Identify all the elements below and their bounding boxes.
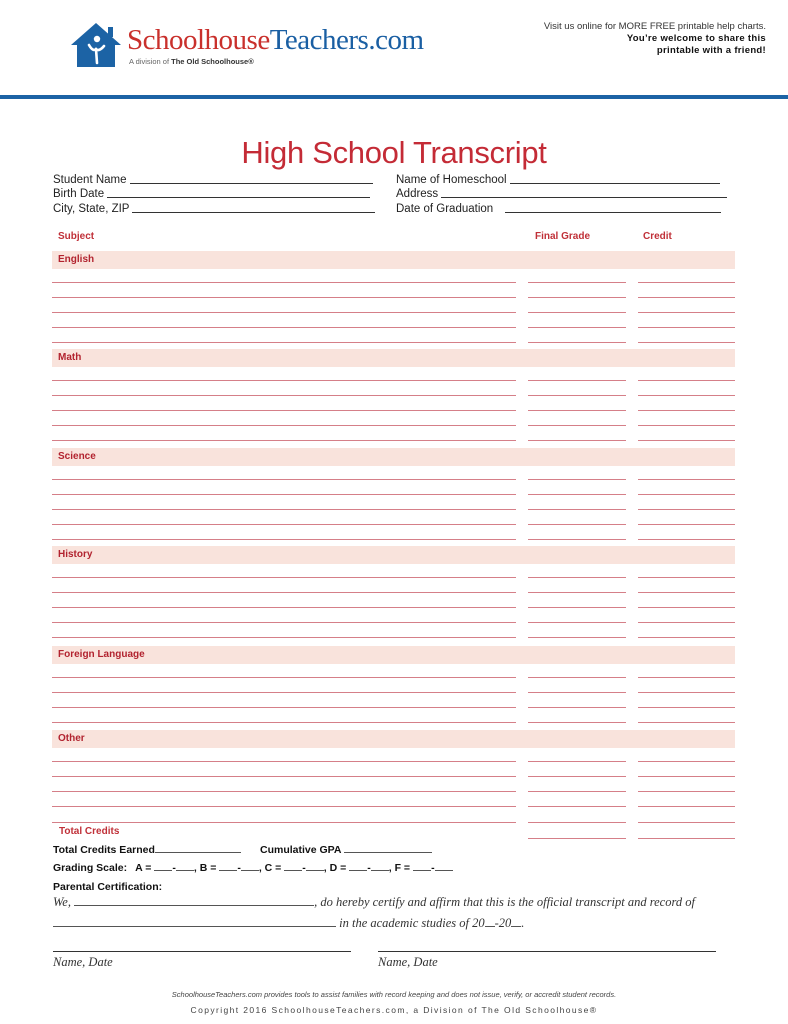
- subject-line[interactable]: [52, 806, 516, 807]
- grade-min-line[interactable]: [219, 870, 237, 871]
- student-name-line[interactable]: [130, 182, 373, 184]
- subject-line[interactable]: [52, 761, 516, 762]
- graduation-date-field[interactable]: [396, 203, 721, 215]
- subject-line[interactable]: [52, 592, 516, 593]
- subject-line[interactable]: [52, 776, 516, 777]
- grade-line[interactable]: [528, 297, 626, 298]
- logo-part-schoolhouse: Schoolhouse: [127, 24, 270, 56]
- subject-line[interactable]: [52, 327, 516, 328]
- city-state-zip-line[interactable]: [132, 211, 375, 213]
- subject-line[interactable]: [52, 607, 516, 608]
- credit-line[interactable]: [638, 380, 735, 381]
- grade-line[interactable]: [528, 607, 626, 608]
- graduation-date-label: Date of Graduation: [396, 203, 494, 215]
- credit-line[interactable]: [638, 707, 735, 708]
- range-dash: -: [302, 862, 306, 874]
- homeschool-name-line[interactable]: [510, 182, 720, 184]
- grade-min-line[interactable]: [154, 870, 172, 871]
- credit-line[interactable]: [638, 282, 735, 283]
- address-field[interactable]: [396, 188, 727, 200]
- student-name-label: Student Name: [53, 174, 127, 186]
- grade-line[interactable]: [528, 509, 626, 510]
- grade-line[interactable]: [528, 637, 626, 638]
- subject-line[interactable]: [52, 577, 516, 578]
- subject-line[interactable]: [52, 380, 516, 381]
- grade-ranges: [127, 862, 452, 874]
- brand-logo-text: [127, 26, 424, 55]
- subject-line[interactable]: [52, 297, 516, 298]
- subject-line[interactable]: [52, 410, 516, 411]
- credit-line[interactable]: [638, 297, 735, 298]
- credit-line[interactable]: [638, 327, 735, 328]
- cert-text-2: in the academic studies of 20: [339, 916, 485, 930]
- subject-line[interactable]: [52, 707, 516, 708]
- section-header: [52, 546, 735, 564]
- subject-line[interactable]: [52, 822, 516, 823]
- promo-line-3: printable with a friend!: [656, 45, 766, 56]
- credit-line[interactable]: [638, 577, 735, 578]
- grade-line[interactable]: [528, 327, 626, 328]
- credit-line[interactable]: [638, 410, 735, 411]
- signature-label-2: Name, Date: [378, 955, 438, 969]
- credit-line[interactable]: [638, 822, 735, 823]
- range-dash: -: [431, 862, 435, 874]
- subject-line[interactable]: [52, 479, 516, 480]
- signature-label-1: Name, Date: [53, 955, 113, 969]
- logo-sub-prefix: A division of: [129, 57, 170, 66]
- range-dash: -: [367, 862, 371, 874]
- cumulative-gpa-field[interactable]: [260, 844, 432, 856]
- credit-line[interactable]: [638, 761, 735, 762]
- grade-line[interactable]: [528, 342, 626, 343]
- section-header: [52, 730, 735, 748]
- student-name-cert-line[interactable]: [53, 926, 336, 927]
- credit-line[interactable]: [638, 622, 735, 623]
- logo-sub-brand: The Old Schoolhouse®: [171, 57, 254, 66]
- column-header-credit: Credit: [643, 231, 672, 242]
- credit-line[interactable]: [638, 342, 735, 343]
- credit-line[interactable]: [638, 592, 735, 593]
- grade-min-line[interactable]: [349, 870, 367, 871]
- grading-scale-row: [53, 862, 453, 874]
- page-title: High School Transcript: [241, 135, 547, 170]
- end-year-line[interactable]: [511, 926, 521, 927]
- credit-line[interactable]: [638, 607, 735, 608]
- signature-line-2[interactable]: [378, 951, 716, 952]
- cert-end: .: [521, 916, 525, 930]
- section-header: [52, 251, 735, 269]
- birth-date-line[interactable]: [107, 196, 370, 198]
- grade-line[interactable]: [528, 622, 626, 623]
- grade-max-line[interactable]: [241, 870, 259, 871]
- subject-line[interactable]: [52, 342, 516, 343]
- grade-min-line[interactable]: [284, 870, 302, 871]
- grade-line[interactable]: [528, 577, 626, 578]
- grade-line[interactable]: [528, 761, 626, 762]
- grade-line[interactable]: [528, 312, 626, 313]
- subject-line[interactable]: [52, 637, 516, 638]
- grade-line[interactable]: [528, 707, 626, 708]
- parent-name-line[interactable]: [74, 905, 314, 906]
- credit-line[interactable]: [638, 479, 735, 480]
- credit-line[interactable]: [638, 692, 735, 693]
- grade-label: , D =: [323, 862, 347, 874]
- subject-line[interactable]: [52, 622, 516, 623]
- start-year-line[interactable]: [485, 926, 495, 927]
- section-header: [52, 646, 735, 664]
- credit-line[interactable]: [638, 776, 735, 777]
- homeschool-name-field[interactable]: [396, 174, 720, 186]
- subject-line[interactable]: [52, 722, 516, 723]
- grade-line[interactable]: [528, 677, 626, 678]
- subject-line[interactable]: [52, 509, 516, 510]
- certification-line-1: [53, 895, 695, 910]
- cumulative-gpa-label: Cumulative GPA: [260, 844, 342, 856]
- cumulative-gpa-line[interactable]: [344, 852, 432, 853]
- grade-line[interactable]: [528, 479, 626, 480]
- section-title: English: [58, 254, 95, 265]
- grade-label: , B =: [193, 862, 217, 874]
- credit-line[interactable]: [638, 791, 735, 792]
- city-state-zip-label: City, State, ZIP: [53, 203, 130, 215]
- credit-line[interactable]: [638, 722, 735, 723]
- grade-line[interactable]: [528, 524, 626, 525]
- subject-line[interactable]: [52, 312, 516, 313]
- grade-line[interactable]: [528, 410, 626, 411]
- grade-line[interactable]: [528, 425, 626, 426]
- subject-line[interactable]: [52, 425, 516, 426]
- section-title: Other: [58, 733, 85, 744]
- column-header-final-grade: Final Grade: [535, 231, 591, 242]
- promo-line-2: You’re welcome to share this: [626, 33, 766, 44]
- section-title: Foreign Language: [58, 649, 145, 660]
- credit-line[interactable]: [638, 440, 735, 441]
- credit-line[interactable]: [638, 312, 735, 313]
- credit-line[interactable]: [638, 677, 735, 678]
- address-label: Address: [396, 188, 439, 200]
- grade-line[interactable]: [528, 806, 626, 807]
- student-name-field[interactable]: [53, 174, 373, 186]
- grade-line[interactable]: [528, 539, 626, 540]
- grade-line[interactable]: [528, 494, 626, 495]
- grade-max-line[interactable]: [176, 870, 194, 871]
- column-header-subject: Subject: [58, 231, 95, 242]
- logo-subtitle: [129, 57, 254, 66]
- subject-line[interactable]: [52, 677, 516, 678]
- grade-line[interactable]: [528, 380, 626, 381]
- grade-line[interactable]: [528, 440, 626, 441]
- section-title: History: [58, 549, 93, 560]
- cert-we: We,: [53, 895, 71, 909]
- total-credits-earned-field[interactable]: [53, 844, 241, 856]
- subject-line[interactable]: [52, 440, 516, 441]
- total-credits-earned-label: Total Credits Earned: [53, 844, 155, 856]
- promo-text: [544, 21, 766, 57]
- grade-label: , F =: [388, 862, 411, 874]
- subject-line[interactable]: [52, 282, 516, 283]
- homeschool-name-label: Name of Homeschool: [396, 174, 507, 186]
- credit-line[interactable]: [638, 509, 735, 510]
- grade-label: A =: [135, 862, 152, 874]
- grade-min-line[interactable]: [413, 870, 431, 871]
- credit-line[interactable]: [638, 494, 735, 495]
- range-dash: -: [172, 862, 176, 874]
- credit-line[interactable]: [638, 425, 735, 426]
- graduation-date-line[interactable]: [505, 211, 721, 213]
- grade-line[interactable]: [528, 282, 626, 283]
- credit-line[interactable]: [638, 637, 735, 638]
- header-divider: [0, 95, 788, 99]
- section-title: Science: [58, 451, 96, 462]
- grade-line[interactable]: [528, 822, 626, 823]
- subject-line[interactable]: [52, 494, 516, 495]
- grade-label: , C =: [258, 862, 282, 874]
- certification-line-2: [53, 916, 524, 931]
- grading-scale-label: Grading Scale:: [53, 862, 128, 874]
- grade-max-line[interactable]: [371, 870, 389, 871]
- birth-date-label: Birth Date: [53, 188, 105, 200]
- subject-line[interactable]: [52, 395, 516, 396]
- subject-line[interactable]: [52, 692, 516, 693]
- credit-line[interactable]: [638, 395, 735, 396]
- grade-line[interactable]: [528, 692, 626, 693]
- section-title: Math: [58, 352, 82, 363]
- logo-part-teachers: Teachers.com: [269, 24, 424, 56]
- total-credit-line[interactable]: [638, 838, 735, 839]
- grade-line[interactable]: [528, 395, 626, 396]
- cert-text-1: , do hereby certify and affirm that this is the official transcript and record of: [314, 895, 695, 909]
- address-line[interactable]: [441, 196, 727, 198]
- grade-line[interactable]: [528, 776, 626, 777]
- footer-disclaimer: SchoolhouseTeachers.com provides tools to assist families with record keeping and does not issue, verify, or accredit student records.: [171, 990, 617, 999]
- total-grade-line[interactable]: [528, 838, 626, 839]
- grade-line[interactable]: [528, 592, 626, 593]
- section-header: [52, 349, 735, 367]
- promo-line-1: Visit us online for MORE FREE printable help charts.: [543, 21, 766, 32]
- cert-dash: -20: [494, 916, 512, 930]
- subject-line[interactable]: [52, 524, 516, 525]
- credit-line[interactable]: [638, 524, 735, 525]
- credit-line[interactable]: [638, 806, 735, 807]
- birth-date-field[interactable]: [53, 188, 370, 200]
- grade-max-line[interactable]: [306, 870, 324, 871]
- signature-line-1[interactable]: [53, 951, 351, 952]
- grade-max-line[interactable]: [435, 870, 453, 871]
- city-state-zip-field[interactable]: [53, 203, 375, 215]
- house-logo-icon: [70, 22, 122, 68]
- grade-line[interactable]: [528, 791, 626, 792]
- subject-line[interactable]: [52, 539, 516, 540]
- parental-certification-label: Parental Certification:: [53, 881, 163, 893]
- range-dash: -: [237, 862, 241, 874]
- credit-line[interactable]: [638, 539, 735, 540]
- total-credits-label: Total Credits: [59, 826, 120, 837]
- section-header: [52, 448, 735, 466]
- subject-line[interactable]: [52, 791, 516, 792]
- grade-line[interactable]: [528, 722, 626, 723]
- footer-copyright: Copyright 2016 SchoolhouseTeachers.com, a Division of The Old Schoolhouse®: [190, 1005, 598, 1015]
- total-credits-earned-line[interactable]: [155, 852, 241, 853]
